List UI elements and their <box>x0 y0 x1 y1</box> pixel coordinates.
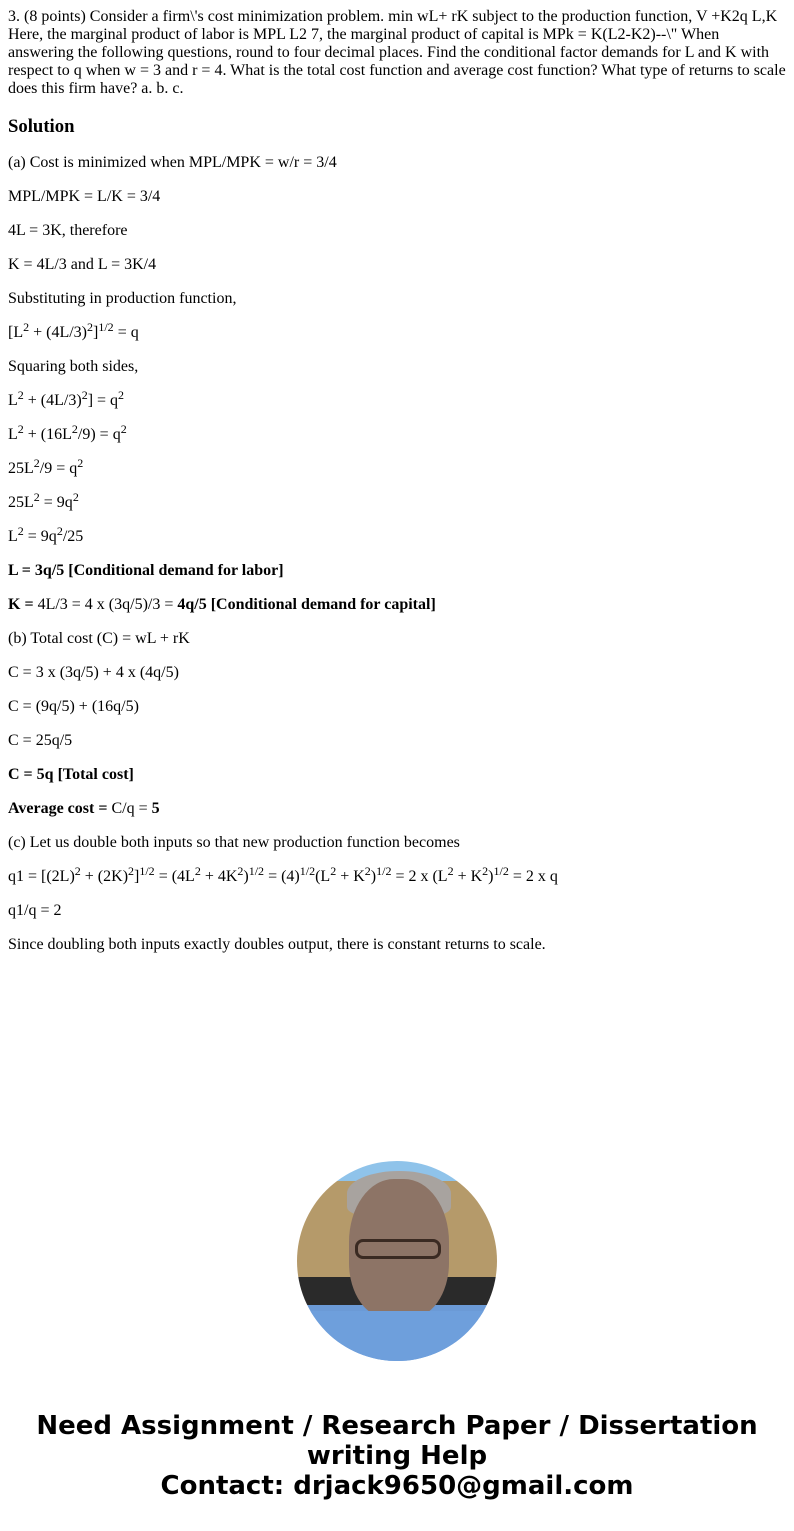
text-segment: = 9q <box>23 528 57 545</box>
superscript: 1/2 <box>376 864 392 878</box>
solution-line <box>8 596 786 614</box>
text-segment: ] = q <box>87 392 119 409</box>
text-segment: + (4L/3) <box>29 324 88 341</box>
text-segment: + 4K <box>200 868 238 885</box>
author-avatar <box>297 1161 497 1361</box>
solution-line <box>8 834 786 852</box>
superscript: 2 <box>118 388 125 402</box>
superscript: 1/2 <box>98 320 114 334</box>
solution-line <box>8 562 786 580</box>
text-segment: + K <box>336 868 365 885</box>
text-segment: MPL/MPK = L/K = 3/4 <box>8 188 161 205</box>
superscript: 2 <box>33 490 40 504</box>
text-segment: C/q = <box>111 800 152 817</box>
text-segment: Squaring both sides, <box>8 358 139 375</box>
text-segment: ) <box>488 868 494 885</box>
text-segment: = 9q <box>39 494 73 511</box>
solution-line <box>8 320 786 342</box>
solution-line <box>8 800 786 818</box>
text-segment: L <box>8 528 18 545</box>
superscript: 2 <box>72 490 79 504</box>
solution-line <box>8 154 786 172</box>
solution-line <box>8 388 786 410</box>
text-segment: = (4L <box>154 868 195 885</box>
superscript: 2 <box>17 524 24 538</box>
text-segment: q1 = [(2L) <box>8 868 75 885</box>
solution-line <box>8 902 786 920</box>
text-segment: 25L <box>8 460 34 477</box>
superscript: 2 <box>364 864 371 878</box>
solution-line <box>8 256 786 274</box>
superscript: 2 <box>56 524 63 538</box>
text-segment: [L <box>8 324 24 341</box>
text-segment: /25 <box>62 528 84 545</box>
solution-body <box>8 154 786 954</box>
text-segment: C = 25q/5 <box>8 732 73 749</box>
text-segment: + K <box>453 868 483 885</box>
solution-line <box>8 456 786 478</box>
text-segment: + (16L <box>23 426 72 443</box>
text-segment: C = 3 x (3q/5) + 4 x (4q/5) <box>8 664 179 681</box>
solution-heading: Solution <box>8 116 75 137</box>
solution-line <box>8 490 786 512</box>
solution-line <box>8 188 786 206</box>
text-segment: = q <box>113 324 139 341</box>
text-segment: C = (9q/5) + (16q/5) <box>8 698 139 715</box>
superscript: 2 <box>77 456 84 470</box>
superscript: 2 <box>237 864 244 878</box>
solution-line <box>8 698 786 716</box>
text-segment: K = 4L/3 and L = 3K/4 <box>8 256 157 273</box>
superscript: 1/2 <box>493 864 509 878</box>
superscript: 2 <box>447 864 454 878</box>
superscript: 1/2 <box>299 864 316 878</box>
text-segment: + (4L/3) <box>23 392 82 409</box>
avatar-glasses <box>355 1239 441 1259</box>
contact-banner <box>0 1411 794 1501</box>
avatar-shirt <box>297 1311 497 1361</box>
text-segment: Average cost = <box>8 800 112 817</box>
superscript: 1/2 <box>248 864 265 878</box>
solution-line <box>8 732 786 750</box>
text-segment: 4L/3 = 4 x (3q/5)/3 = <box>37 596 178 613</box>
text-segment: (L <box>315 868 331 885</box>
text-segment: (a) Cost is minimized when MPL/MPK = w/r = 3/4 <box>8 154 337 171</box>
text-segment: ) <box>370 868 377 885</box>
text-segment: 4q/5 [Conditional demand for capital] <box>177 596 436 613</box>
solution-line <box>8 222 786 240</box>
superscript: 2 <box>17 422 24 436</box>
text-segment: ] <box>93 324 99 341</box>
text-segment: 25L <box>8 494 34 511</box>
solution-line <box>8 422 786 444</box>
text-segment: ] <box>134 868 140 885</box>
solution-line <box>8 524 786 546</box>
text-segment: (b) Total cost (C) = wL + rK <box>8 630 190 647</box>
solution-line <box>8 864 786 886</box>
text-segment: 4L = 3K, therefore <box>8 222 128 239</box>
question-text: 3. (8 points) Consider a firm\'s cost minimization problem. min wL+ rK subject to the production function, V +K2q L,K Here, the marginal product of labor is MPL L2 7, the marginal product of capital is MPk = K(L2-K2)--\" When answering the following questions, round to four decimal places. Find the conditional factor demands for L and K with respect to q when w = 3 and r = 4. What is the total cost function and average cost function? What type of returns to scale does this firm have? a. b. c. <box>8 8 786 97</box>
solution-line <box>8 290 786 308</box>
solution-line <box>8 936 786 954</box>
text-segment: q1/q = 2 <box>8 902 62 919</box>
text-segment: + (2K) <box>80 868 129 885</box>
superscript: 2 <box>482 864 489 878</box>
text-segment: Since doubling both inputs exactly doubles output, there is constant returns to scale. <box>8 936 546 953</box>
text-segment: 5 <box>151 800 160 817</box>
superscript: 2 <box>71 422 78 436</box>
text-segment: ) <box>243 868 249 885</box>
solution-line <box>8 664 786 682</box>
superscript: 2 <box>330 864 337 878</box>
text-segment: C = 5q [Total cost] <box>8 766 134 783</box>
superscript: 2 <box>194 864 201 878</box>
text-segment: = 2 x q <box>508 868 558 885</box>
banner-line-2: writing Help <box>306 1441 488 1471</box>
solution-line <box>8 766 786 784</box>
superscript: 2 <box>128 864 135 878</box>
text-segment: Substituting in production function, <box>8 290 237 307</box>
superscript: 2 <box>33 456 40 470</box>
text-segment: K = <box>8 596 38 613</box>
solution-line <box>8 630 786 648</box>
text-segment: /9) = q <box>77 426 121 443</box>
text-segment: (c) Let us double both inputs so that new production function becomes <box>8 834 460 851</box>
banner-line-3: Contact: drjack9650@gmail.com <box>160 1471 634 1501</box>
text-segment: = 2 x (L <box>391 868 448 885</box>
superscript: 2 <box>81 388 88 402</box>
superscript: 2 <box>23 320 30 334</box>
text-segment: L <box>8 392 18 409</box>
text-segment: = (4) <box>264 868 300 885</box>
superscript: 2 <box>120 422 127 436</box>
superscript: 2 <box>87 320 94 334</box>
text-segment: L = 3q/5 [Conditional demand for labor] <box>8 562 284 579</box>
superscript: 2 <box>74 864 81 878</box>
banner-line-1: Need Assignment / Research Paper / Dissertation <box>36 1411 758 1441</box>
solution-line <box>8 358 786 376</box>
text-segment: /9 = q <box>39 460 78 477</box>
superscript: 2 <box>17 388 24 402</box>
text-segment: L <box>8 426 18 443</box>
superscript: 1/2 <box>139 864 155 878</box>
